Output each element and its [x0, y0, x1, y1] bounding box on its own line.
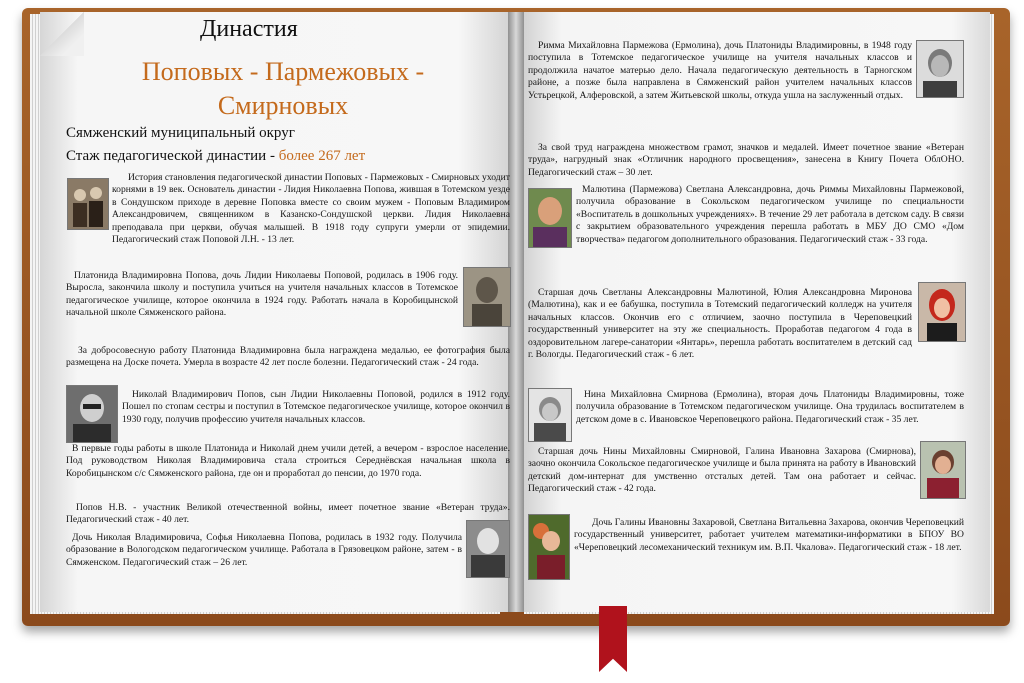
photo-nikolay-popov	[66, 385, 118, 443]
title-dynasty: Династия	[200, 16, 298, 42]
photo-platonida-popova	[463, 267, 511, 327]
district-heading: Сямженский муниципальный округ	[66, 125, 295, 141]
paragraph-galina-zakharova: Старшая дочь Нины Михайловны Смирновой, Галина Ивановна Захарова (Смирнова), заочно окончила Сокольское педагогическое училище и была принята на работу в Ивановский детский дом-интернат для умственно отсталых детей. Там она работает и сейчас. Педагогический стаж - 42 года.	[528, 446, 916, 495]
experience-label: Стаж педагогической династии -	[66, 148, 275, 164]
paragraph-nikolay-popov: Николай Владимирович Попов, сын Лидии Николаевны Поповой, родился в 1912 году. Пошел по стопам сестры и поступил в Тотемское педагогическое училище, которое окончил в 1930 году, получив профессию учителя начальных классов.	[122, 389, 510, 425]
paragraph-platonida-award: За добросовесную работу Платонида Владимировна была награждена медалью, ее фотография была размещена на Доске почета. Умерла в возрасте 42 лет после болезни. Педагогический стаж - 24 года.	[66, 345, 510, 369]
paragraph-veteran: Попов Н.В. - участник Великой отечественной войны, имеет почетное звание «Ветеран труда». Педагогический стаж - 40 лет.	[66, 502, 510, 526]
paragraph-yulia-mironova: Старшая дочь Светланы Александровны Малютиной, Юлия Александровна Миронова (Малютина), как и ее бабушка, поступила в Тотемский педагогический колледж на учителя начальных классов. Окончив его с отличием, заочно поступила в Череповецкий государственный университет на эту же специальность. Проработав педагогом 4 года в оздоровительном лагере-санатории «Янтарь», перешла работать воспитателем в детский сад г. Вологды. Педагогический стаж - 6 лет.	[528, 287, 912, 361]
experience-heading	[66, 148, 365, 165]
paragraph-svetlana-zakharova: Дочь Галины Ивановны Захаровой, Светлана Витальевна Захарова, окончив Череповецкий государственный университет, работает учителем математики-информатики в БПОУ ВО «Череповецкий лесомеханический техникум им. В.П. Чкалова». Педагогический стаж - 18 лет.	[574, 517, 965, 553]
photo-popov-couple	[67, 178, 109, 230]
photo-galina-zakharova	[920, 441, 966, 499]
paragraph-first-years: В первые годы работы в школе Платонида и Николай днем учили детей, а вечером - взрослое население. Под руководством Николая Владимировича стала строиться Середнёвская начальная школа в Коробицынском с/с Сямженского района, где он и проработал до пенсии, до 1970 года.	[66, 443, 510, 479]
photo-sofya-popova	[466, 520, 510, 578]
photo-yulia-mironova	[918, 282, 966, 342]
bookmark-ribbon	[599, 606, 627, 672]
paragraph-sofya-popova: Дочь Николая Владимировича, Софья Николаевна Попова, родилась в 1932 году. Получила образование в Вологодском педагогическом училище. Работала в Грязовецком районе, затем - в Сямженском. Педагогический стаж – 26 лет.	[66, 532, 462, 568]
experience-value: более 267 лет	[278, 148, 366, 164]
photo-svetlana-zakharova	[528, 514, 570, 580]
paragraph-rimma-awards: За свой труд награждена множеством грамот, значков и медалей. Имеет почетное звание «Ветеран труда», нагрудный знак «Отличник народного просвещения», занесена в Книгу Почета ОблОНО. Педагогический стаж – 30 лет.	[528, 142, 964, 178]
photo-svetlana-malyutina	[528, 188, 572, 248]
paragraph-lidia-popova: История становления педагогической династии Поповых - Пармежовых - Смирновых уходит корнями в 19 век. Основатель династии - Лидия Николаевна Попова, жившая в Тотемском уезде в Сондушском приходе в деревне Поповка вместе со своим мужем - Поповым Владимиром Александровичем, священником в Казанско-Сондушской церкви. Лидия Николаевна преподавала при церкви, обучая малышей. В 1918 году супруги умерли от эпидемии. Педагогический стаж Поповой Л.Н. - 13 лет.	[112, 172, 510, 246]
paragraph-nina-smirnova: Нина Михайловна Смирнова (Ермолина), вторая дочь Платониды Владимировны, тоже получила образование в Тотемском педагогическом училище. Она трудилась воспитателем в детском доме в с. Ивановское Череповецкого района. Педагогический стаж - 35 лет.	[576, 389, 964, 425]
paragraph-svetlana-malyutina: Малютина (Пармежова) Светлана Александровна, дочь Риммы Михайловны Пармежовой, получила образование в Сокольском педагогическом училище по специальности «Воспитатель в дошкольных учреждениях». В течение 29 лет работала в детском саду. В связи с закрытием образовательного учреждения перешла работать в МБУ ДО СМО «Дом творчества» педагогом дополнительного образования. Педагогический стаж - 33 года.	[576, 184, 964, 245]
paragraph-platonida-popova: Платонида Владимировна Попова, дочь Лидии Николаевы Поповой, родилась в 1906 году. Выросла, закончила школу и поступила учиться на учителя начальных классов в Тотемское педагогическое училище, которое окончила в 1924 году. Работать начала в Коробицынской начальной школе Сямженского района.	[66, 270, 458, 319]
photo-rimma-parmezhova	[916, 40, 964, 98]
title-family-names: Поповых - Пармежовых - Смирновых	[141, 57, 425, 120]
page-curl	[40, 12, 84, 56]
photo-nina-smirnova	[528, 388, 572, 442]
paragraph-rimma-parmezhova: Римма Михайловна Пармежова (Ермолина), дочь Платониды Владимировны, в 1948 году поступила в Тотемское педагогическое училище на учителя начальных классов и продолжила начатое матерью дело. Начала педагогическую деятельность в Тарногском районе, а позже была направлена в Сямженский район учителем начальных классов Устьрецкой, Алферовской, а затем Житьевской школы, откуда ушла на заслуженный отдых.	[528, 40, 912, 101]
